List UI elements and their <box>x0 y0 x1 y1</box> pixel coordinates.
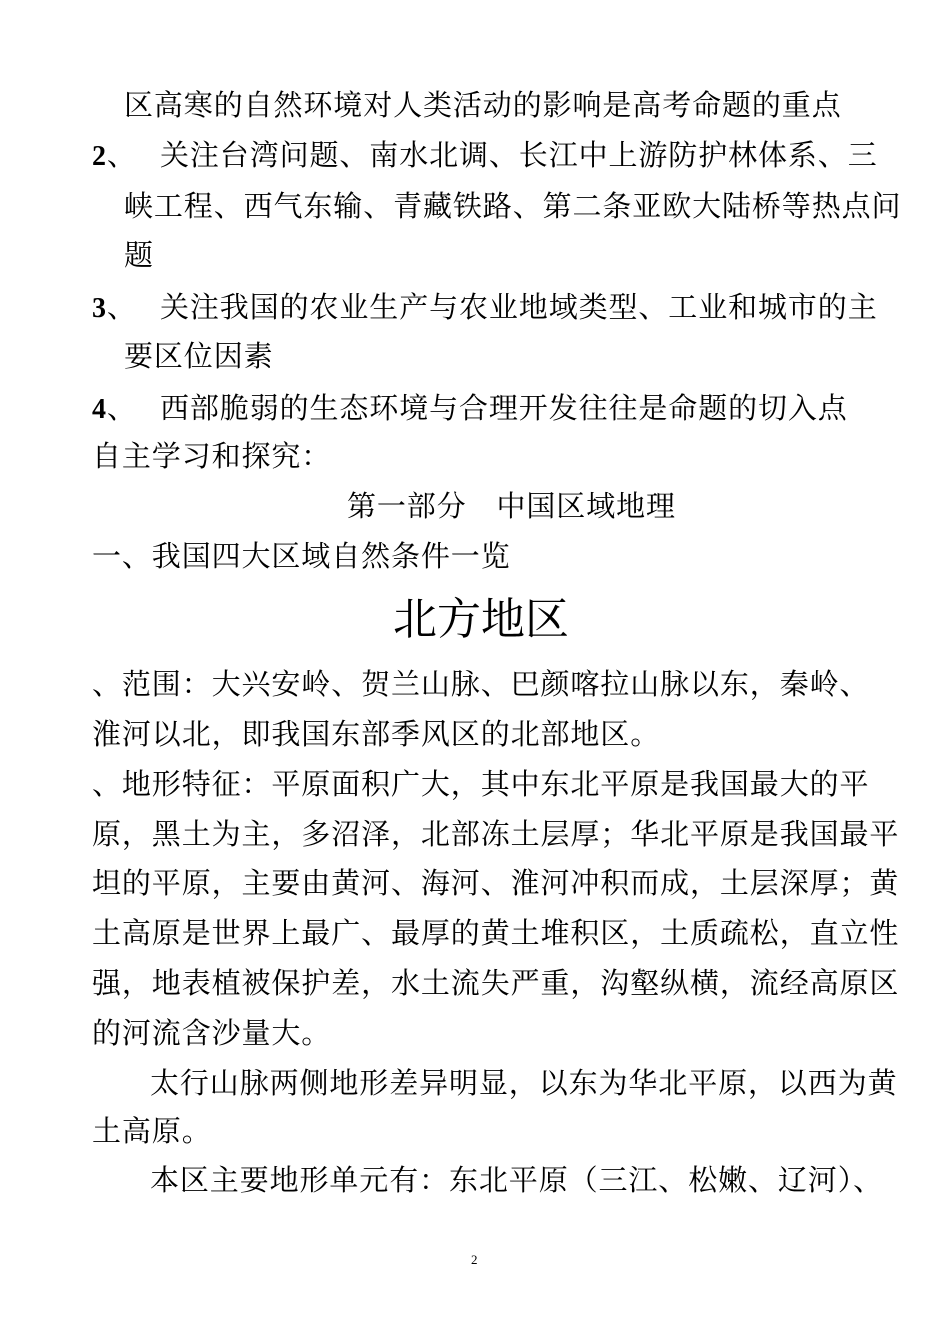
text-line: 关注我国的农业生产与农业地域类型、工业和城市的主 <box>160 290 878 324</box>
list-separator: 、 <box>106 290 137 324</box>
list-item-3 <box>92 290 137 326</box>
region-heading: 北方地区 <box>393 594 569 645</box>
text-line: 、范围：大兴安岭、贺兰山脉、巴颜喀拉山脉以东，秦岭、 <box>92 667 870 701</box>
text-line: 太行山脉两侧地形差异明显，以东为华北平原，以西为黄 <box>150 1066 898 1100</box>
text-line: 要区位因素 <box>124 339 274 373</box>
list-number: 2 <box>92 141 107 172</box>
list-number: 3 <box>92 293 107 324</box>
text-line: 强，地表植被保护差，水土流失严重，沟壑纵横，流经高原区 <box>92 966 900 1000</box>
text-line: 题 <box>124 238 154 272</box>
text-line: 本区主要地形单元有：东北平原（三江、松嫩、辽河）、 <box>150 1163 884 1197</box>
subsection-title: 一、我国四大区域自然条件一览 <box>92 539 511 573</box>
text-line: 西部脆弱的生态环境与合理开发往往是命题的切入点 <box>160 391 848 425</box>
text-line: 坦的平原，主要由黄河、海河、淮河冲积而成，土层深厚；黄 <box>92 866 900 900</box>
list-item-4 <box>92 391 137 427</box>
list-item-2 <box>92 138 137 174</box>
section-label: 自主学习和探究： <box>92 439 332 473</box>
text-line: 的河流含沙量大。 <box>92 1016 332 1050</box>
list-separator: 、 <box>106 391 137 425</box>
part-title: 第一部分 中国区域地理 <box>347 489 676 523</box>
text-line: 土高原是世界上最广、最厚的黄土堆积区，土质疏松，直立性 <box>92 916 900 950</box>
text-line: 土高原。 <box>92 1114 212 1148</box>
text-line: 淮河以北，即我国东部季风区的北部地区。 <box>92 717 661 751</box>
list-number: 4 <box>92 394 107 425</box>
text-line: 原，黑土为主，多沼泽，北部冻土层厚；华北平原是我国最平 <box>92 817 900 851</box>
page-number: 2 <box>471 1252 478 1267</box>
text-line: 峡工程、西气东输、青藏铁路、第二条亚欧大陆桥等热点问 <box>124 189 902 223</box>
text-line: 区高寒的自然环境对人类活动的影响是高考命题的重点 <box>124 88 842 122</box>
list-separator: 、 <box>106 138 137 172</box>
text-line: 关注台湾问题、南水北调、长江中上游防护林体系、三 <box>160 138 878 172</box>
text-line: 、地形特征：平原面积广大，其中东北平原是我国最大的平 <box>92 767 870 801</box>
